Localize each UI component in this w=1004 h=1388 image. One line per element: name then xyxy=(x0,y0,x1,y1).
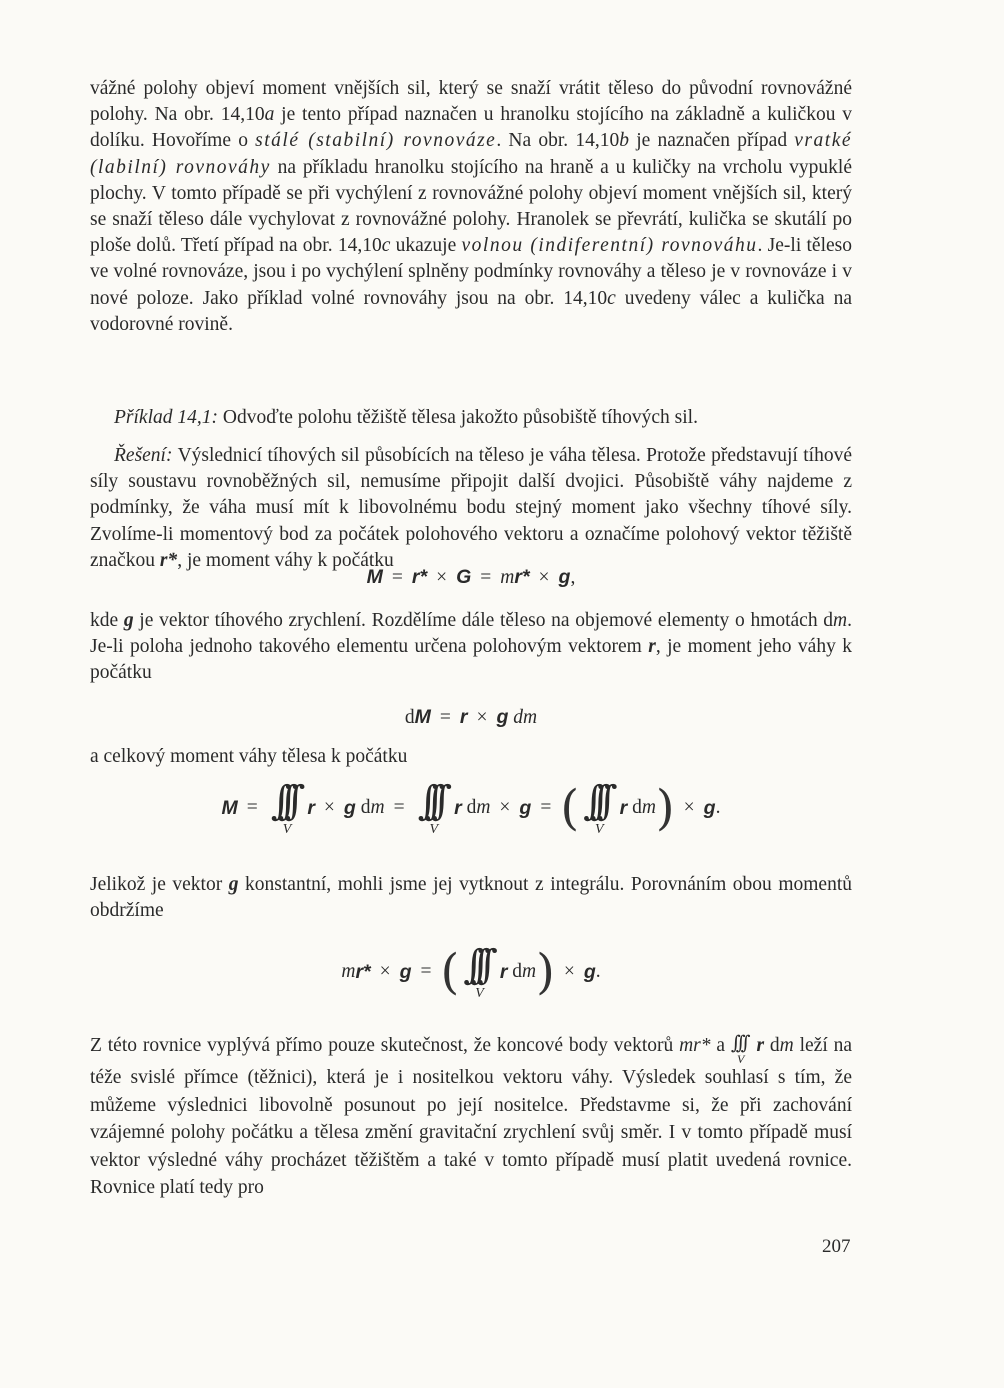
text-run-italic: c xyxy=(381,235,391,257)
text-run: vážné polohy objeví moment vnějších sil, který se snaží vrátit těleso do původní rovnovážné polohy. Na obr. 14,10 xyxy=(90,78,852,126)
term-indifferent-equilibrium: volnou (indiferentní) rovnováhu xyxy=(461,235,758,257)
math-symbol: m xyxy=(500,566,515,588)
text-run: na příkladu hranolku stojícího na hraně a u kuličky na vrcholu vypuklé plochy. V tomto případě se při vychýlení z rovnovážné polohy objeví moment vnějších sil, který se snaží těleso dále vychylovat z rovnovážné polohy. Hranolek se převrátí, kulička se skutálí po ploše dolů. Třetí případ na obr. 14,10 xyxy=(90,156,852,257)
equation-moment-weight xyxy=(90,566,852,589)
text-run: je tento případ naznačen u hranolku stojícího na základně a kuličkou v dolíku. Hovoříme o xyxy=(90,104,852,152)
math-vector: g xyxy=(496,706,509,728)
term-labile-equilibrium: vratké (labilní) rovnováhy xyxy=(90,130,853,178)
math-operator: × xyxy=(563,961,575,982)
math-symbol: m xyxy=(641,797,656,818)
text-run: je naznačen případ xyxy=(629,130,795,152)
text-run-italic: b xyxy=(619,130,630,152)
triple-integral xyxy=(583,780,616,836)
text-run: konstantní, mohli jsme jej vytknout z integrálu. Porovnáním obou momentů obdržíme xyxy=(90,874,853,922)
math-symbol: m xyxy=(370,797,385,818)
page-number: 207 xyxy=(822,1236,851,1257)
math-vector: r xyxy=(459,706,468,728)
math-operator: = xyxy=(480,566,492,588)
inline-triple-integral xyxy=(731,1032,751,1064)
math-paren: ( xyxy=(440,944,460,1000)
math-vector: g xyxy=(558,566,571,588)
math-symbol: mr* xyxy=(679,1035,711,1056)
math-symbol: d xyxy=(466,797,477,818)
integral-limit: V xyxy=(737,1052,745,1066)
math-operator: × xyxy=(323,797,335,818)
paragraph-gravity-vector xyxy=(90,608,852,687)
paragraph-example-14-1 xyxy=(90,405,852,431)
math-vector: g xyxy=(519,796,532,819)
triple-integral xyxy=(418,780,451,836)
math-operator: × xyxy=(683,797,695,818)
math-operator: = xyxy=(393,797,405,818)
math-vector: r* xyxy=(159,549,178,571)
text-run: ukazuje xyxy=(390,235,462,257)
math-vector: r xyxy=(307,796,315,819)
math-punctuation: , xyxy=(570,566,576,588)
integral-limit: V xyxy=(595,822,604,837)
term-stable-equilibrium: stálé (stabilní) rovnováze xyxy=(255,130,497,152)
example-label: Příklad 14,1: xyxy=(114,407,218,428)
math-operator: × xyxy=(436,566,448,588)
paragraph-solution xyxy=(90,443,852,574)
math-vector: r xyxy=(619,796,628,819)
math-operator: = xyxy=(439,706,451,728)
math-vector: r xyxy=(454,796,462,819)
math-vector: M xyxy=(366,566,383,588)
math-symbol: m xyxy=(522,961,537,982)
text-run: a xyxy=(710,1035,731,1056)
text-run: , je moment váhy k počátku xyxy=(177,549,394,571)
integral-limit: V xyxy=(429,822,439,837)
math-vector: g xyxy=(228,874,239,895)
math-vector: r xyxy=(756,1035,765,1056)
math-vector: g xyxy=(703,796,716,819)
text-run: d xyxy=(764,1035,780,1056)
integral-sign: ∫∫∫ xyxy=(463,942,484,988)
math-vector: g xyxy=(343,796,356,819)
integral-limit: V xyxy=(282,822,292,837)
paragraph-constant-g xyxy=(90,872,852,924)
math-symbol: d xyxy=(404,706,415,728)
math-vector: r* xyxy=(514,566,530,588)
text-run: leží na téže svislé přímce (těžnici), která je i nositelkou vektoru váhy. Výsledek souhlasí s tím, že můžeme výslednici libovolně posunout po její nositelce. Představme si, že při zachování vzájemné polohy počátku a tělesa změní gravitační zrychlení svůj směr. I v tomto případě musí vektor výsledné váhy procházet těžištěm a také v tomto případě musí platit uvedená rovnice. Rovnice platí tedy pro xyxy=(90,1035,852,1199)
equation-element-moment xyxy=(90,706,852,729)
math-operator: = xyxy=(246,797,258,818)
triple-integral xyxy=(271,780,304,836)
math-operator: × xyxy=(499,797,511,818)
text-run: Z této rovnice vyplývá přímo pouze skutečnost, že koncové body vektorů xyxy=(90,1035,680,1056)
math-vector: r xyxy=(648,636,656,658)
text-run: . Je-li poloha jednoho takového elementu určena polohovým vektorem xyxy=(90,610,853,658)
equation-total-moment xyxy=(90,780,852,836)
integral-sign: ∫∫∫ xyxy=(583,778,604,824)
math-punctuation: . xyxy=(715,797,721,818)
text-run-italic: c xyxy=(607,287,616,309)
math-symbol: m xyxy=(341,961,356,982)
text-run: . Na obr. 14,10 xyxy=(496,130,620,152)
math-vector: g xyxy=(399,960,412,983)
solution-label: Řešení: xyxy=(114,445,173,466)
math-symbol: m xyxy=(833,610,848,631)
math-operator: = xyxy=(391,566,403,588)
math-operator: × xyxy=(379,961,391,982)
math-operator: × xyxy=(476,706,488,728)
math-paren: ( xyxy=(560,780,580,836)
integral-sign: ∫∫∫ xyxy=(270,778,292,824)
paragraph-total-moment xyxy=(90,744,852,770)
math-symbol: d xyxy=(512,961,523,982)
integral-sign: ∫∫∫ xyxy=(730,1032,746,1054)
paragraph-conclusion xyxy=(90,1032,852,1202)
math-vector: M xyxy=(414,706,431,728)
math-symbol: d xyxy=(632,797,642,818)
text-run: a celkový moment váhy tělesa k počátku xyxy=(90,746,408,767)
math-symbol: m xyxy=(476,797,491,818)
integral-limit: V xyxy=(475,986,484,1001)
math-vector: g xyxy=(583,960,596,983)
math-paren: ) xyxy=(536,944,555,1000)
math-vector: r* xyxy=(411,566,428,588)
math-vector: r* xyxy=(355,960,371,983)
paragraph-equilibrium xyxy=(90,76,852,338)
math-vector: r xyxy=(499,960,508,983)
text-run: . Je-li těleso ve volné rovnováze, jsou i po vychýlení splněny podmínky rovnováhy a těleso je v rovnováze i v nové poloze. Jako příklad volné rovnováhy jsou na obr. 14,10 xyxy=(90,235,852,309)
math-vector: g xyxy=(123,610,134,631)
text-run: je vektor tíhového zrychlení. Rozdělíme dále těleso na objemové elementy o hmotách d xyxy=(133,610,834,631)
math-operator: = xyxy=(420,961,432,982)
integral-sign: ∫∫∫ xyxy=(417,778,439,824)
text-run: kde xyxy=(90,610,124,631)
text-run-italic: a xyxy=(264,104,275,126)
math-operator: × xyxy=(538,566,550,588)
math-symbol: m xyxy=(779,1035,794,1056)
math-symbol: d xyxy=(360,797,371,818)
equation-comparison xyxy=(90,944,852,1000)
triple-integral xyxy=(463,944,496,1000)
math-vector: M xyxy=(221,796,238,819)
math-vector: G xyxy=(456,566,472,588)
math-paren: ) xyxy=(655,780,675,836)
math-symbol: dm xyxy=(513,706,538,728)
math-punctuation: . xyxy=(595,961,601,982)
text-run: Výslednicí tíhových sil působících na těleso je váha tělesa. Protože představují tíhové síly soustavu rovnoběžných sil, nemusíme připojit další dvojici. Působiště váhy najdeme z podmínky, že váha musí mít k libovolnému bodu stejný moment jako všechny tíhové síly. Zvolíme-li momentový bod za počátek polohového vektoru a označíme polohový vektor těžiště značkou xyxy=(90,445,852,571)
text-run: uvedeny válec a kulička na vodorovné rovině. xyxy=(90,287,852,335)
text-run: Odvoďte polohu těžiště tělesa jakožto působiště tíhových sil. xyxy=(217,407,698,428)
text-run: , je moment jeho váhy k počátku xyxy=(90,636,852,684)
text-run: Jelikož je vektor xyxy=(90,874,229,895)
math-operator: = xyxy=(540,797,552,818)
